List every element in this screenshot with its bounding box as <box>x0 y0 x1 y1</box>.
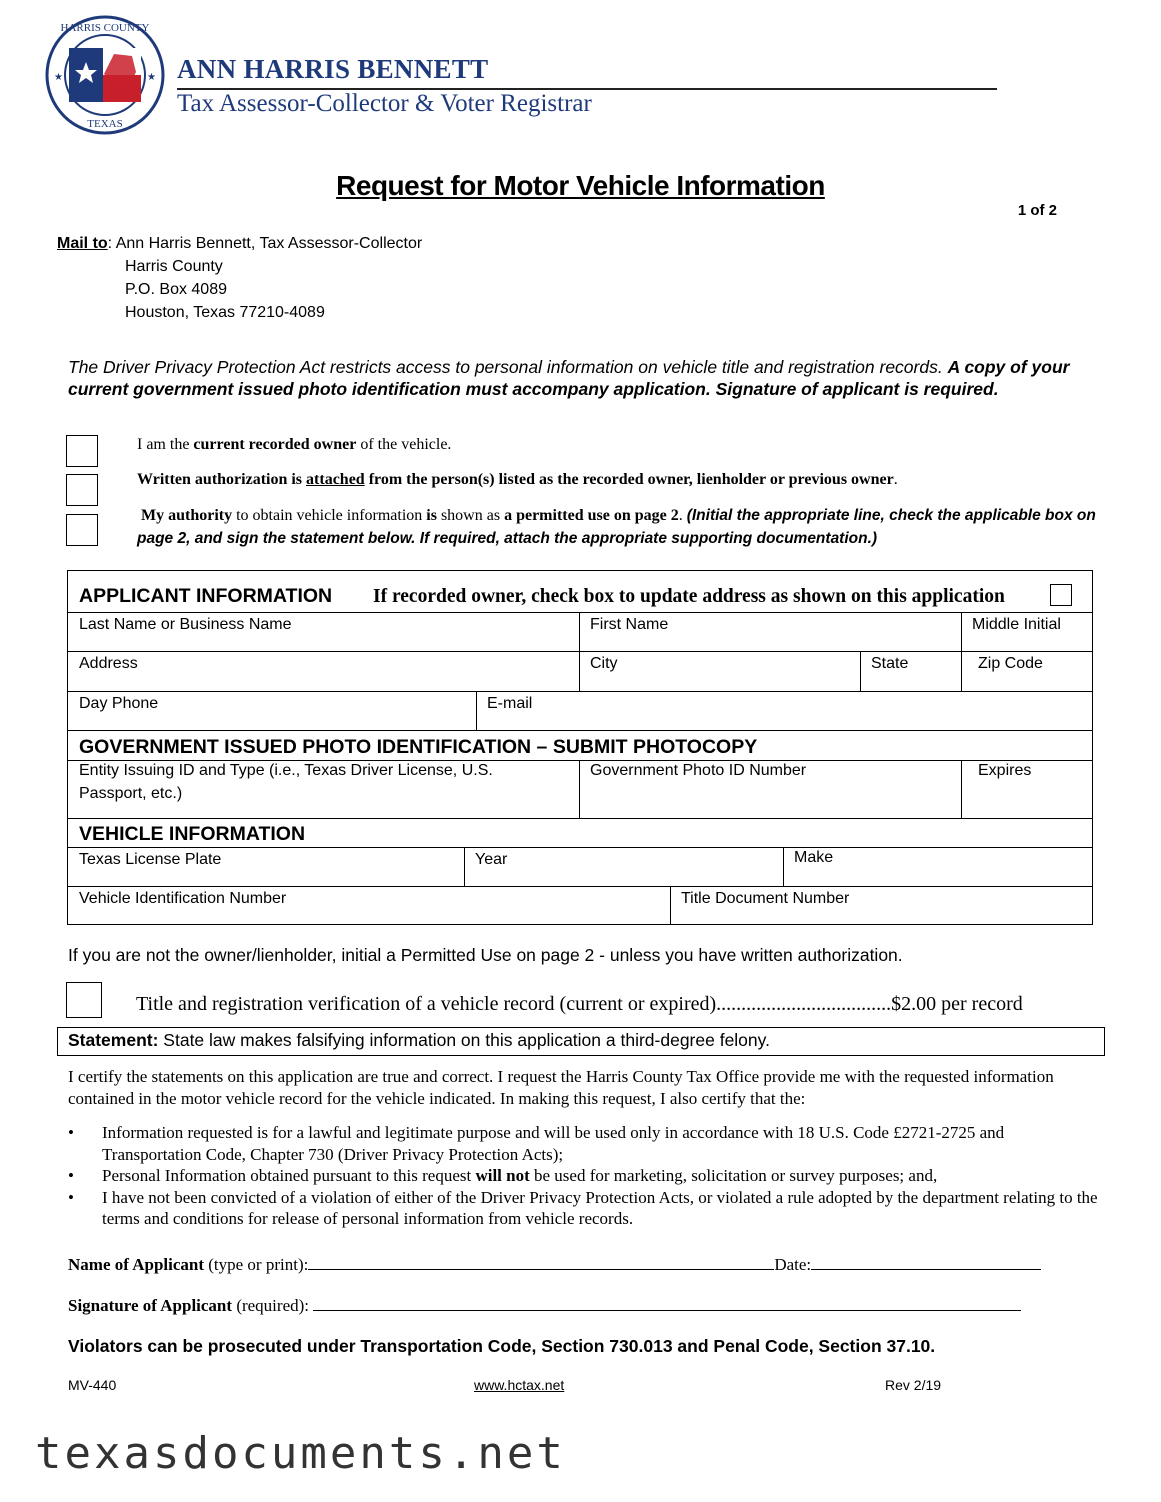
date-input[interactable] <box>811 1253 1041 1270</box>
harris-county-seal-logo <box>44 14 166 136</box>
make-field[interactable]: Make <box>794 849 834 866</box>
mail-line-3: P.O. Box 4089 <box>125 281 227 298</box>
svg-text:HARRIS COUNTY: HARRIS COUNTY <box>60 22 150 34</box>
written-authorization-checkbox[interactable] <box>66 474 98 506</box>
agency-subtitle: Tax Assessor-Collector & Voter Registrar <box>177 90 592 117</box>
bullet-lawful-purpose: • Information requested is for a lawful and legitimate purpose and will be used only in accordance with 18 U.S. Code £2721-2725 and Transportation Code, Chapter 730 (Driver Privacy Protection Acts); <box>68 1123 1005 1164</box>
mail-line-1: Ann Harris Bennett, Tax Assessor-Collector <box>115 235 423 252</box>
intro-bold: A copy of your current government issued photo identification must accompany application. Signature of applicant is required. <box>68 357 1070 399</box>
update-address-checkbox[interactable] <box>1050 584 1072 606</box>
title-document-field[interactable]: Title Document Number <box>681 890 850 907</box>
applicant-name-row: Name of Applicant (type or print): Date: <box>68 1253 1041 1275</box>
first-name-field[interactable]: First Name <box>590 616 669 633</box>
verification-fee-checkbox[interactable] <box>66 982 102 1018</box>
permitted-use-checkbox[interactable] <box>66 514 98 546</box>
svg-text:★: ★ <box>54 72 63 83</box>
email-field[interactable]: E-mail <box>487 695 533 712</box>
vin-field[interactable]: Vehicle Identification Number <box>79 890 287 907</box>
statement-label: Statement: <box>68 1030 159 1050</box>
day-phone-field[interactable]: Day Phone <box>79 695 159 712</box>
form-number: MV-440 <box>68 1377 117 1393</box>
watermark: texasdocuments.net <box>35 1428 566 1479</box>
svg-text:TEXAS: TEXAS <box>87 118 123 130</box>
signature-input[interactable] <box>313 1294 1021 1311</box>
form-title: Request for Motor Vehicle Information <box>336 170 825 201</box>
option-owner-label: I am the current recorded owner of the vehicle. <box>137 436 452 453</box>
owner-checkbox[interactable] <box>66 435 98 467</box>
year-field[interactable]: Year <box>475 851 508 868</box>
id-entity-field[interactable]: Entity Issuing ID and Type (i.e., Texas Driver License, U.S. Passport, etc.) <box>79 762 493 802</box>
svg-text:★: ★ <box>147 72 156 83</box>
last-name-field[interactable]: Last Name or Business Name <box>79 616 292 633</box>
bullet-not-convicted: • I have not been convicted of a violation of either of the Driver Privacy Protection Acts, or violated a rule adopted by the department relating to the terms and conditions for release of personal information from vehicle records. <box>68 1187 1098 1228</box>
update-address-note: If recorded owner, check box to update address as shown on this application <box>373 586 1005 607</box>
photo-id-heading: GOVERNMENT ISSUED PHOTO IDENTIFICATION – SUBMIT PHOTOCOPY <box>79 736 758 758</box>
permitted-use-note: If you are not the owner/lienholder, initial a Permitted Use on page 2 - unless you have written authorization. <box>68 945 903 965</box>
mail-line-4: Houston, Texas 77210-4089 <box>125 304 325 321</box>
revision-date: Rev 2/19 <box>885 1377 942 1393</box>
applicant-form-table <box>67 570 1093 925</box>
agency-name: ANN HARRIS BENNETT <box>177 54 489 84</box>
page-number: 1 of 2 <box>1017 202 1057 219</box>
certification-bullets <box>68 1122 1098 1230</box>
zip-code-field[interactable]: Zip Code <box>978 655 1043 672</box>
city-field[interactable]: City <box>590 655 618 672</box>
applicant-name-input[interactable] <box>308 1253 774 1270</box>
felony-statement <box>57 1027 1105 1056</box>
mail-to-label: Mail to <box>57 235 108 252</box>
website-link[interactable]: www.hctax.net <box>474 1377 565 1393</box>
privacy-intro <box>68 356 1098 400</box>
statement-text: State law makes falsifying information on this application a third-degree felony. <box>158 1030 770 1050</box>
id-expires-field[interactable]: Expires <box>978 762 1032 779</box>
bullet-no-marketing: • Personal Information obtained pursuant to this request will not be used for marketing, solicitation or survey purposes; and, <box>68 1166 938 1185</box>
vehicle-heading: VEHICLE INFORMATION <box>79 823 306 845</box>
option-authorization-label: Written authorization is attached from the person(s) listed as the recorded owner, lienholder or previous owner. <box>137 471 898 488</box>
applicant-heading: APPLICANT INFORMATION <box>79 585 333 607</box>
mail-to-address: Mail to: Ann Harris Bennett, Tax Assessor-Collector Harris County P.O. Box 4089 Houston, Texas 77210-4089 <box>57 232 422 324</box>
mail-line-2: Harris County <box>125 258 223 275</box>
verification-fee-line: Title and registration verification of a vehicle record (current or expired)...................................$2.00 per record <box>136 993 1023 1015</box>
intro-normal: The Driver Privacy Protection Act restricts access to personal information on vehicle title and registration records. <box>68 357 943 377</box>
violators-warning: Violators can be prosecuted under Transportation Code, Section 730.013 and Penal Code, Section 37.10. <box>68 1336 936 1356</box>
photo-id-number-field[interactable]: Government Photo ID Number <box>590 762 807 779</box>
applicant-signature-row: Signature of Applicant (required): <box>68 1294 1021 1316</box>
certification-text: I certify the statements on this application are true and correct. I request the Harris County Tax Office provide me with the requested information contained in the motor vehicle record for the vehicle indicated. In making this request, I also certify that the: <box>68 1067 1054 1108</box>
address-field[interactable]: Address <box>79 655 138 672</box>
option-permitted-use-label: My authority to obtain vehicle information is shown as a permitted use on page 2. (Initial the appropriate line, check the applicable box on page 2, and sign the statement below. If required, attach the appropriate supporting documentation.) <box>137 507 1096 547</box>
state-field[interactable]: State <box>871 655 909 672</box>
license-plate-field[interactable]: Texas License Plate <box>79 851 222 868</box>
middle-initial-field[interactable]: Middle Initial <box>972 616 1061 633</box>
